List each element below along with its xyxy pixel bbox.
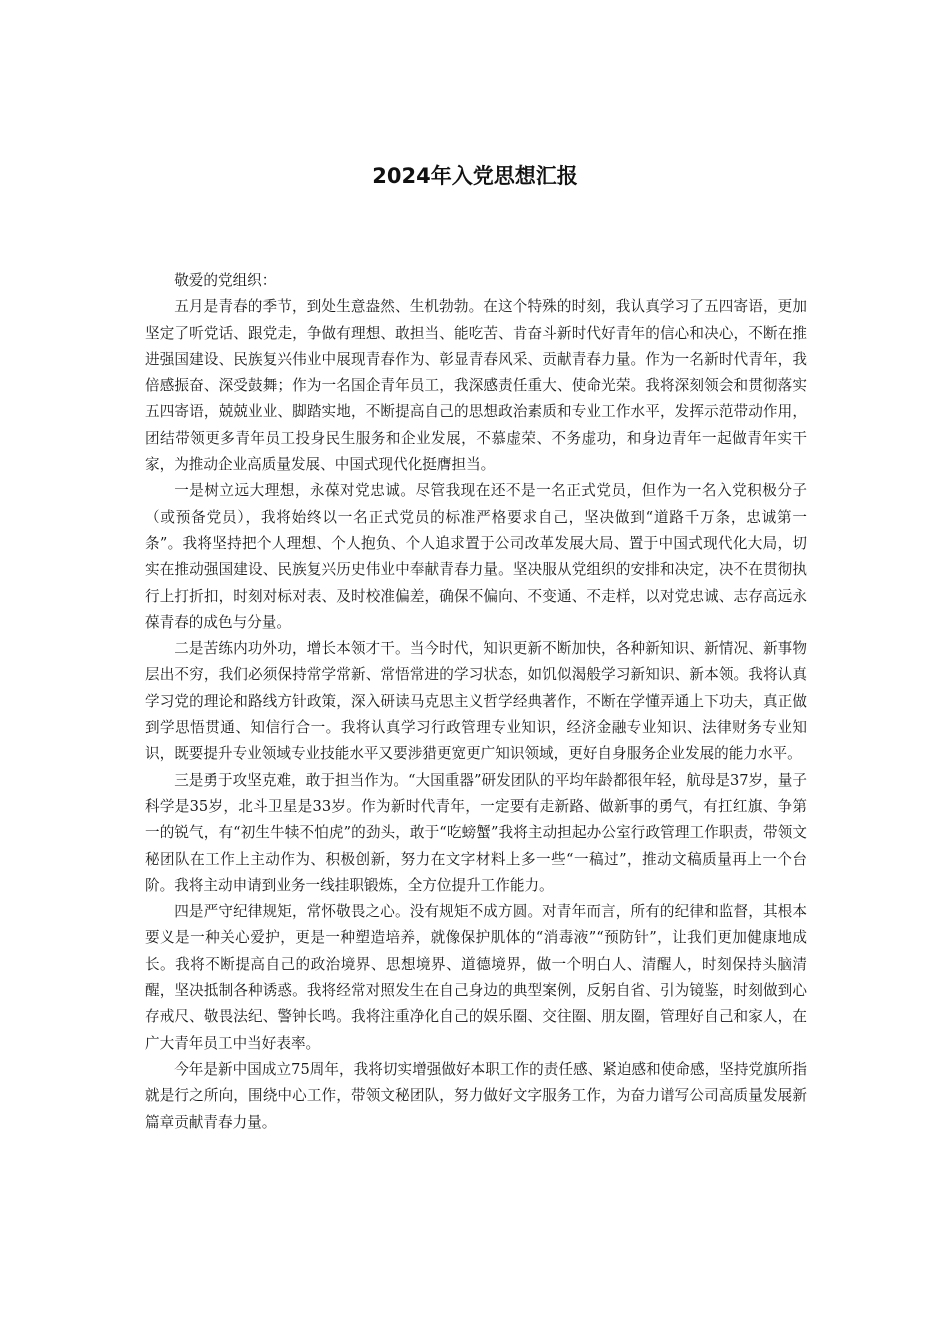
document-title: 2024年入党思想汇报 <box>372 164 578 188</box>
paragraph: 今年是新中国成立75周年，我将切实增强做好本职工作的责任感、紧迫感和使命感，坚持党旗所指就是行之所向，围绕中心工作，带领文秘团队，努力做好文字服务工作，为奋力谱写公司高质量发展新篇章贡献青春力量。 <box>145 1060 807 1131</box>
salutation: 敬爱的党组织： <box>174 272 277 289</box>
paragraph: 一是树立远大理想，永葆对党忠诚。尽管我现在还不是一名正式党员，但作为一名入党积极分子（或预备党员），我将始终以一名正式党员的标准严格要求自己，坚决做到“道路千万条，忠诚第一条”。我将坚持把个人理想、个人抱负、个人追求置于公司改革发展大局、置于中国式现代化大局，切实在推动强国建设、民族复兴历史伟业中奉献青春力量。坚决服从党组织的安排和决定，决不在贯彻执行上打折扣，时刻对标对表、及时校准偏差，确保不偏向、不变通、不走样，以对党忠诚、志存高远永葆青春的成色与分量。 <box>145 482 807 631</box>
paragraph: 四是严守纪律规矩，常怀敬畏之心。没有规矩不成方圆。对青年而言，所有的纪律和监督，其根本要义是一种关心爱护，更是一种塑造培养，就像保护肌体的“消毒液”“预防针”，让我们更加健康地成长。我将不断提高自己的政治境界、思想境界、道德境界，做一个明白人、清醒人，时刻保持头脑清醒，坚决抵制各种诱惑。我将经常对照发生在自己身边的典型案例，反躬自省、引为镜鉴，时刻做到心存戒尺、敬畏法纪、警钟长鸣。我将注重净化自己的娱乐圈、交往圈、朋友圈，管理好自己和家人，在广大青年员工中当好表率。 <box>145 903 807 1052</box>
paragraph: 三是勇于攻坚克难，敢于担当作为。“大国重器”研发团队的平均年龄都很年轻，航母是37岁，量子科学是35岁，北斗卫星是33岁。作为新时代青年，一定要有走新路、做新事的勇气，有扛红旗、争第一的锐气，有“初生牛犊不怕虎”的劲头，敢于“吃螃蟹”我将主动担起办公室行政管理工作职责，带领文秘团队在工作上主动作为、积极创新，努力在文字材料上多一些“一稿过”，推动文稿质量再上一个台阶。我将主动申请到业务一线挂职锻炼，全方位提升工作能力。 <box>145 771 807 894</box>
document-body <box>145 268 807 1136</box>
paragraph: 五月是青春的季节，到处生意盎然、生机勃勃。在这个特殊的时刻，我认真学习了五四寄语，更加坚定了听党话、跟党走，争做有理想、敢担当、能吃苦、肯奋斗新时代好青年的信心和决心，不断在推进强国建设、民族复兴伟业中展现青春作为、彰显青春风采、贡献青春力量。作为一名新时代青年，我倍感振奋、深受鼓舞；作为一名国企青年员工，我深感责任重大、使命光荣。我将深刻领会和贯彻落实五四寄语，兢兢业业、脚踏实地，不断提高自己的思想政治素质和专业工作水平，发挥示范带动作用，团结带领更多青年员工投身民生服务和企业发展，不慕虚荣、不务虚功，和身边青年一起做青年实干家，为推动企业高质量发展、中国式现代化挺膺担当。 <box>145 298 807 474</box>
paragraph: 二是苦练内功外功，增长本领才干。当今时代，知识更新不断加快，各种新知识、新情况、新事物层出不穷，我们必须保持常学常新、常悟常进的学习状态，如饥似渴般学习新知识、新本领。我将认真学习党的理论和路线方针政策，深入研读马克思主义哲学经典著作，不断在学懂弄通上下功夫，真正做到学思悟贯通、知信行合一。我将认真学习行政管理专业知识，经济金融专业知识、法律财务专业知识，既要提升专业领域专业技能水平又要涉猎更宽更广知识领域，更好自身服务企业发展的能力水平。 <box>145 640 807 763</box>
